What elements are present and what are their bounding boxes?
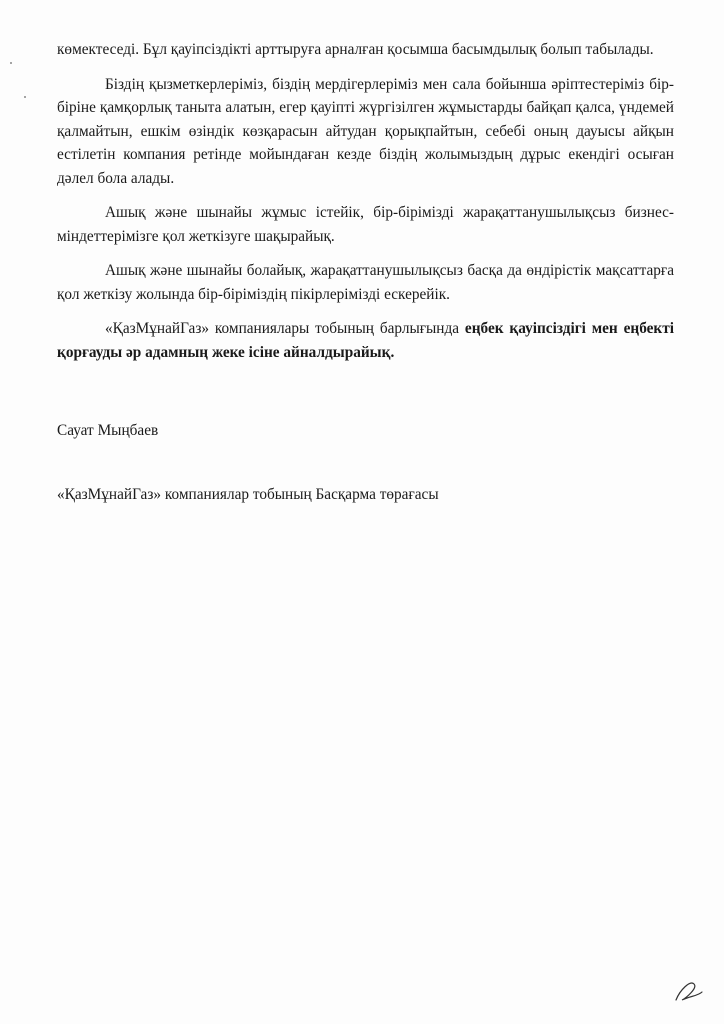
paragraph-2: Біздің қызметкерлеріміз, біздің мердігерлеріміз мен сала бойынша әріптестеріміз бір-біріне қамқорлық таныта алатын, егер қауіпті жүргізілген жұмыстарды байқап қалса, үндемей қалмайтын, ешкім өзіндік көзқарасын айтудан қорықпайтын, себебі оның дауысы айқын естілетін компания ретінде мойындаған кезде біздің жолымыздың дұрыс екендігі осыған дәлел бола алады. — [57, 75, 674, 187]
paragraph-5-plain: «ҚазМұнайГаз» компаниялары тобының барлығында — [105, 320, 465, 337]
paragraph-5-bold: еңбек қауіпсіздігі мен еңбекті қорғауды әр адамның жеке ісіне айналдырайық. — [57, 320, 675, 361]
handwritten-initial-mark — [668, 970, 708, 1010]
scan-speck — [10, 62, 12, 64]
paragraph-1: көмектеседі. Бұл қауіпсіздікті арттыруға арналған қосымша басымдылық болып табылады. — [57, 41, 654, 58]
scan-speck — [24, 96, 26, 98]
paragraph-4: Ашық және шынайы болайық, жарақаттанушылықсыз басқа да өндірістік мақсаттарға қол жеткізу жолында бір-біріміздің пікірлерімізді ескерейік. — [57, 262, 674, 303]
paragraph-5 — [57, 317, 674, 364]
signatory-name: Сауат Мыңбаев — [57, 422, 159, 439]
paragraph-3: Ашық және шынайы жұмыс істейік, бір-бірімізді жарақаттанушылықсыз бизнес-міндеттерімізге қол жеткізуге шақырайық. — [57, 204, 674, 245]
letter-body — [57, 38, 674, 375]
signatory-title: «ҚазМұнайГаз» компаниялар тобының Басқарма төрағасы — [57, 486, 439, 503]
